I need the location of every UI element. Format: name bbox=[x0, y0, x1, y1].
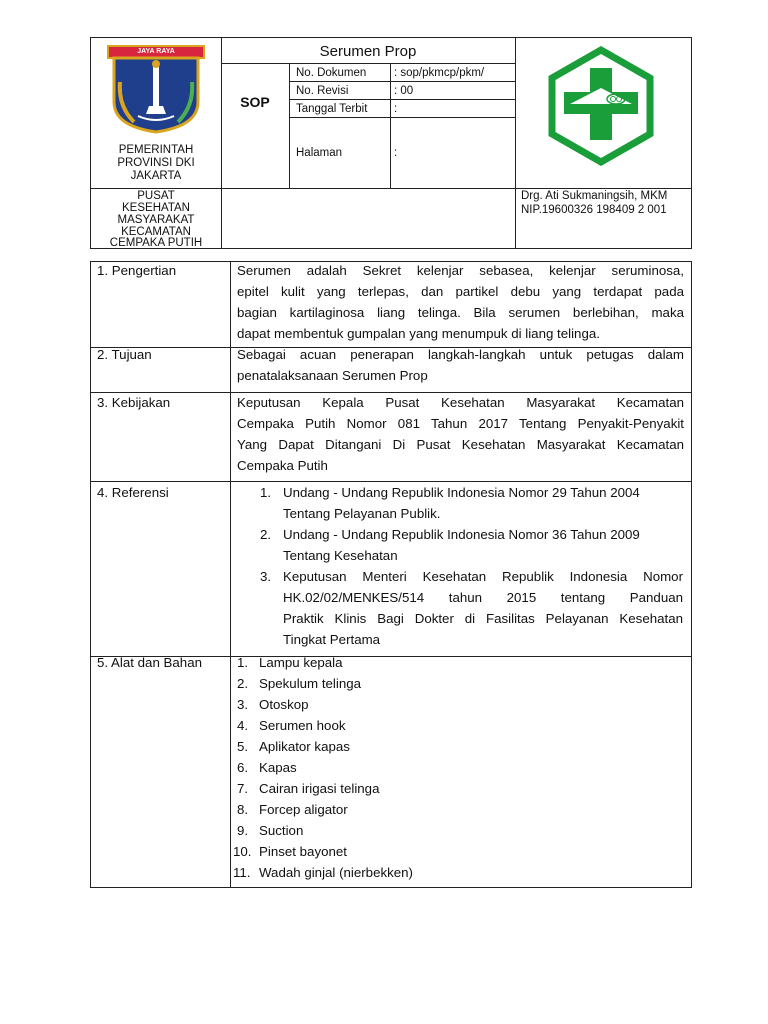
list-item: Wadah ginjal (nierbekken) bbox=[259, 865, 413, 880]
list-item-number: 2. bbox=[237, 676, 249, 691]
ref-2-line-2: Tentang Kesehatan bbox=[283, 548, 398, 563]
list-item: Kapas bbox=[259, 760, 297, 775]
document-title: Serumen Prop bbox=[319, 43, 417, 60]
kebijakan-line-4: Cempaka Putih bbox=[237, 458, 328, 473]
list-item: Aplikator kapas bbox=[259, 739, 350, 754]
ref-3-line-4: Tingkat Pertama bbox=[283, 632, 381, 647]
list-item: Cairan irigasi telinga bbox=[259, 781, 380, 796]
list-item-number: 3. bbox=[237, 697, 249, 712]
list-item: Forcep aligator bbox=[259, 802, 348, 817]
ref-num-3: 3. bbox=[260, 569, 272, 584]
list-item-number: 6. bbox=[237, 760, 249, 775]
org-line-2: KESEHATAN bbox=[122, 202, 190, 214]
section-label-kebijakan: 3. Kebijakan bbox=[97, 395, 171, 410]
ref-num-1: 1. bbox=[260, 485, 272, 500]
list-item-number: 8. bbox=[237, 802, 249, 817]
ref-3-line-3: Praktik Klinis Bagi Dokter di Fasilitas Pelayanan Kesehatan bbox=[283, 611, 683, 626]
list-item: Otoskop bbox=[259, 697, 309, 712]
field-value-no-revisi: : 00 bbox=[394, 85, 414, 97]
field-value-tanggal-terbit: : bbox=[394, 103, 398, 115]
ref-1-line-1: Undang - Undang Republik Indonesia Nomor 29 Tahun 2004 bbox=[283, 485, 640, 500]
left-caption-line-2: PROVINSI DKI bbox=[117, 157, 195, 169]
left-caption-line-1: PEMERINTAH bbox=[118, 144, 194, 156]
field-value-halaman: : bbox=[394, 147, 398, 159]
kebijakan-line-3: Yang Dapat Ditangani Di Pusat Kesehatan Masyarakat Kecamatan bbox=[237, 437, 684, 452]
pengertian-line-1: Serumen adalah Sekret kelenjar sebasea, kelenjar seruminosa, bbox=[237, 263, 684, 278]
signatory-name: Drg. Ati Sukmaningsih, MKM bbox=[521, 190, 668, 202]
tujuan-line-1: Sebagai acuan penerapan langkah-langkah untuk petugas dalam bbox=[237, 347, 684, 362]
section-label-tujuan: 2. Tujuan bbox=[97, 347, 152, 362]
ref-2-line-1: Undang - Undang Republik Indonesia Nomor 36 Tahun 2009 bbox=[283, 527, 640, 542]
list-item-number: 7. bbox=[237, 781, 249, 796]
logo-banner-text: JAYA RAYA bbox=[137, 48, 175, 55]
ref-1-line-2: Tentang Pelayanan Publik. bbox=[283, 506, 441, 521]
section-label-referensi: 4. Referensi bbox=[97, 485, 169, 500]
kebijakan-line-2: Cempaka Putih Nomor 081 Tahun 2017 Tentang Penyakit-Penyakit bbox=[237, 416, 684, 431]
ref-3-line-1: Keputusan Menteri Kesehatan Republik Indonesia Nomor bbox=[283, 569, 683, 584]
list-item: Lampu kepala bbox=[259, 655, 343, 670]
list-item-number: 11. bbox=[233, 865, 251, 880]
signatory-nip: NIP.19600326 198409 2 001 bbox=[521, 204, 667, 216]
list-item-number: 4. bbox=[237, 718, 249, 733]
pengertian-line-3: bagian kartilaginosa liang telinga. Bila serumen berlebihan, maka bbox=[237, 305, 684, 320]
list-item: Serumen hook bbox=[259, 718, 346, 733]
ref-3-line-2: HK.02/02/MENKES/514 tahun 2015 tentang Panduan bbox=[283, 590, 683, 605]
list-item-number: 5. bbox=[237, 739, 249, 754]
kebijakan-line-1: Keputusan Kepala Pusat Kesehatan Masyarakat Kecamatan bbox=[237, 395, 684, 410]
sop-label: SOP bbox=[240, 94, 270, 110]
list-item-number: 1. bbox=[237, 655, 249, 670]
tujuan-line-2: penatalaksanaan Serumen Prop bbox=[237, 368, 428, 383]
pengertian-line-2: epitel kulit yang terlepas, dan partikel debu yang terdapat pada bbox=[237, 284, 684, 299]
org-line-4: KECAMATAN bbox=[121, 226, 191, 238]
list-item: Suction bbox=[259, 823, 304, 838]
left-caption-line-3: JAKARTA bbox=[130, 170, 182, 182]
org-line-1: PUSAT bbox=[137, 190, 175, 202]
org-line-5: CEMPAKA PUTIH bbox=[109, 237, 203, 249]
field-label-halaman: Halaman bbox=[296, 147, 343, 159]
section-label-pengertian: 1. Pengertian bbox=[97, 263, 177, 278]
section-label-alat-bahan: 5. Alat dan Bahan bbox=[97, 655, 202, 670]
pengertian-line-4: dapat membentuk gumpalan yang menumpuk di liang telinga. bbox=[237, 326, 600, 341]
list-item-number: 10. bbox=[233, 844, 252, 859]
field-label-no-revisi: No. Revisi bbox=[296, 85, 349, 97]
field-value-no-dokumen: : sop/pkmcp/pkm/ bbox=[394, 67, 485, 79]
list-item: Pinset bayonet bbox=[259, 844, 347, 859]
field-label-no-dokumen: No. Dokumen bbox=[296, 67, 367, 79]
ref-num-2: 2. bbox=[260, 527, 272, 542]
puskesmas-logo bbox=[546, 46, 656, 166]
list-item: Spekulum telinga bbox=[259, 676, 362, 691]
field-label-tanggal-terbit: Tanggal Terbit bbox=[296, 103, 368, 115]
jakarta-logo bbox=[104, 42, 208, 134]
org-line-3: MASYARAKAT bbox=[117, 214, 195, 226]
list-item-number: 9. bbox=[237, 823, 249, 838]
